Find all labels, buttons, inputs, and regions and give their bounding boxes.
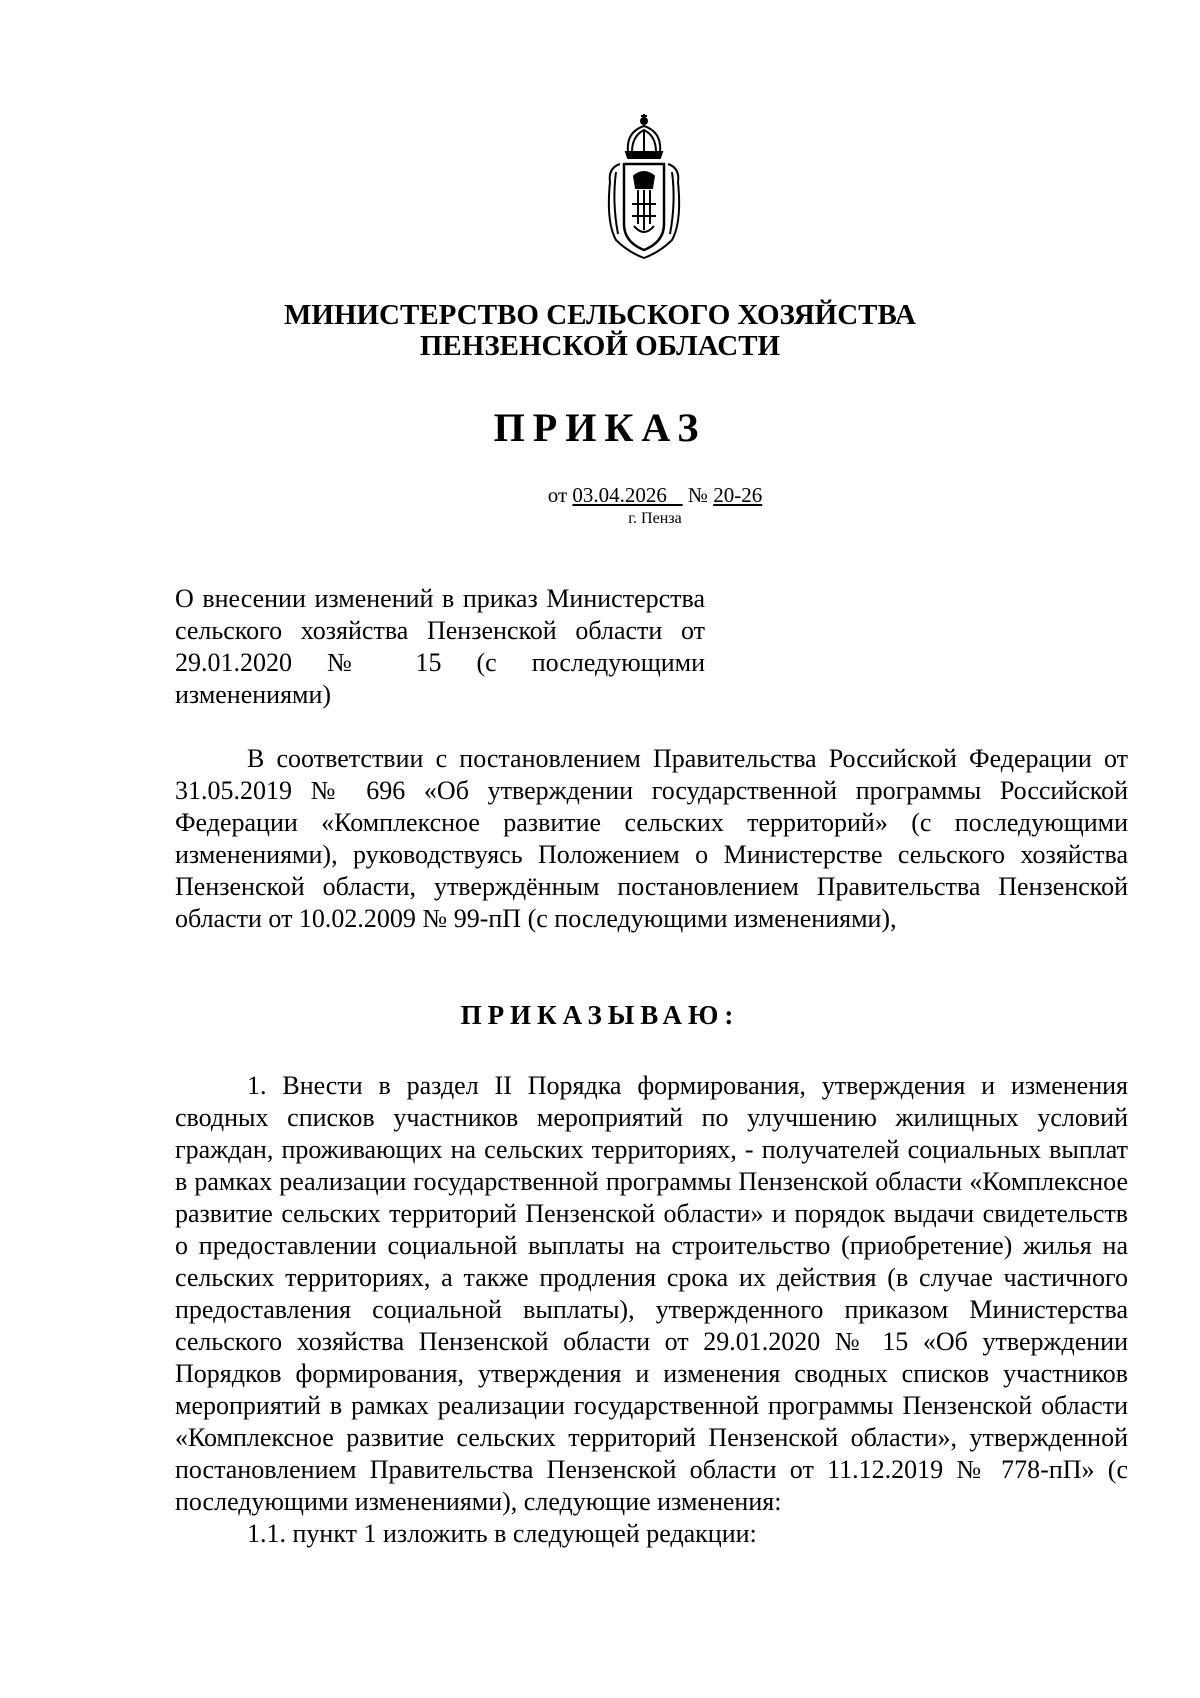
preamble — [175, 743, 1128, 935]
penza-coat-of-arms-icon — [598, 112, 690, 262]
order-items — [175, 1070, 1128, 1550]
city: г. Пенза — [628, 510, 682, 527]
number-prefix: № — [687, 483, 708, 507]
date-number-line — [0, 483, 1200, 508]
order-number: 20-26 — [713, 483, 763, 507]
date-prefix: от — [547, 483, 568, 507]
order-item-1: 1. Внести в раздел II Порядка формирования, утверждения и изменения сводных списков участников мероприятий по улучшению жилищных условий граждан, проживающих на сельских территориях, - получателей социальных выплат в рамках реализации государственной программы Пензенской области «Комплексное развитие сельских территорий Пензенской области» и порядок выдачи свидетельств о предоставлении социальной выплаты на строительство (приобретение) жилья на сельских территориях, а также продления срока их действия (в случае частичного предоставления социальной выплаты), утвержденного приказом Министерства сельского хозяйства Пензенской области от 29.01.2020 № 15 «Об утверждении Порядков формирования, утверждения и изменения сводных списков участников мероприятий в рамках реализации государственной программы Пензенской области «Комплексное развитие сельских территорий Пензенской области», утвержденной постановлением Правительства Пензенской области от 11.12.2019 № 778-пП» (с последующими изменениями), следующие изменения: — [175, 1071, 1128, 1516]
ministry-line-2: ПЕНЗЕНСКОЙ ОБЛАСТИ — [419, 330, 781, 362]
order-subject: О внесении изменений в приказ Министерства сельского хозяйства Пензенской области от 29.01.2020 № 15 (с последующими изменениями) — [175, 584, 705, 709]
document-type-title: ПРИКАЗ — [493, 405, 707, 450]
preamble-paragraph: В соответствии с постановлением Правительства Российской Федерации от 31.05.2019 № 696 «Об утверждении государственной программы Российской Федерации «Комплексное развитие сельских территорий» (с последующими изменениями), руководствуясь Положением о Министерстве сельского хозяйства Пензенской области, утверждённым постановлением Правительства Пензенской области от 10.02.2009 № 99-пП (с последующими изменениями), — [175, 744, 1128, 933]
ministry-line-1: МИНИСТЕРСТВО СЕЛЬСКОГО ХОЗЯЙСТВА — [284, 299, 916, 331]
order-item-1-1: 1.1. пункт 1 изложить в следующей редакции: — [247, 1519, 757, 1548]
order-date: 03.04.2026 — [572, 483, 667, 507]
decree-word: ПРИКАЗЫВАЮ: — [460, 1000, 740, 1030]
ministry-name — [0, 300, 1200, 362]
